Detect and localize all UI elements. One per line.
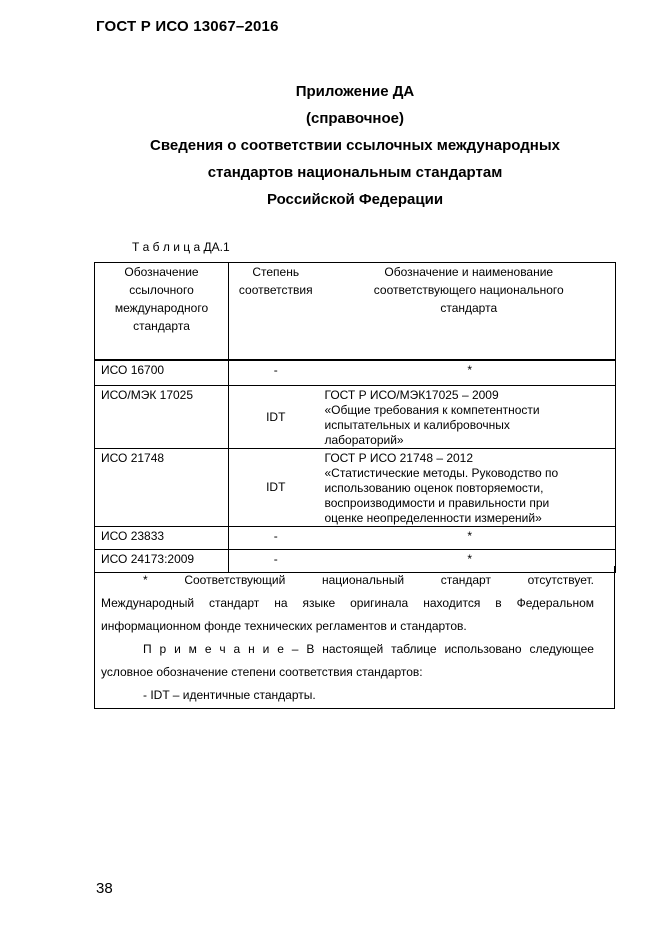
cell-reference: ИСО 24173:2009 [95,550,229,573]
header-col2-line: соответствия [238,283,313,297]
document-standard-header: ГОСТ Р ИСО 13067–2016 [96,18,279,35]
appendix-heading-line-1: Сведения о соответствии ссылочных международных [150,137,560,154]
cell-national: * [323,360,616,386]
national-line: ГОСТ Р ИСО/МЭК17025 – 2009 [324,388,499,402]
national-line: использованию оценок повторяемости, [324,481,544,495]
table-row [95,360,616,386]
cell-reference: ИСО 23833 [95,527,229,550]
appendix-heading-line-3: Российской Федерации [266,191,444,208]
header-col3-line: стандарта [440,301,498,315]
note-line-3: - IDT – идентичные стандарты. [143,688,316,702]
footnote-line-2: Международный стандарт на языке оригинала находится в Федеральном [101,596,594,610]
table-row [95,527,616,550]
table-header-row [95,263,616,361]
national-line: «Общие требования к компетентности [324,403,540,417]
cell-national: * [323,550,616,573]
national-line: «Статистические методы. Руководство по [324,466,559,480]
cell-national [323,449,616,527]
header-col3-line: Обозначение и наименование [384,265,554,279]
cell-degree: - [229,527,323,550]
cell-reference: ИСО 21748 [95,449,229,527]
national-line: испытательных и калибровочных [324,418,510,432]
table-caption [132,240,230,254]
table-caption-prefix: Т а б л и ц а [132,240,201,254]
note-label: П р и м е ч а н и е [143,642,284,656]
cell-degree: - [229,360,323,386]
correspondence-table [94,262,616,573]
cell-national: * [323,527,616,550]
cell-reference: ИСО/МЭК 17025 [95,386,229,449]
note-line-2: условное обозначение степени соответствия стандартов: [101,665,423,679]
header-col1-line: международного [114,301,209,315]
cell-reference: ИСО 16700 [95,360,229,386]
national-line: оценке неопределенности измерений» [324,511,542,525]
header-col2-line: Степень [252,265,300,279]
national-line: ГОСТ Р ИСО 21748 – 2012 [324,451,474,465]
national-line: лабораторий» [324,433,404,447]
table-row [95,449,616,527]
footnote-line-3: информационном фонде технических регламентов и стандартов. [101,619,467,633]
cell-degree: IDT [229,449,323,527]
table-notes [94,566,615,709]
note-line-1 [143,638,594,661]
page-number: 38 [96,880,113,897]
header-col3-line: соответствующего национального [373,283,564,297]
appendix-title: Приложение ДА [295,83,415,100]
appendix-type: (справочное) [306,110,404,127]
cell-national [323,386,616,449]
cell-degree: - [229,550,323,573]
appendix-title-block [60,78,650,213]
appendix-heading-line-2: стандартов национальным стандартам [207,164,503,181]
header-reference-standard [95,263,229,361]
header-col1-line: ссылочного [129,283,194,297]
header-national-standard [323,263,616,361]
header-col1-line: Обозначение [124,265,199,279]
national-line: воспроизводимости и правильности при [324,496,550,510]
note-line-1-text: – В настоящей таблице использовано следующее [283,642,594,656]
table-caption-id: ДА.1 [203,240,230,254]
footnote-line-1: * Соответствующий национальный стандарт отсутствует. [143,573,594,587]
header-col1-line: стандарта [133,319,190,333]
cell-degree: IDT [229,386,323,449]
header-degree [229,263,323,361]
table-row [95,386,616,449]
